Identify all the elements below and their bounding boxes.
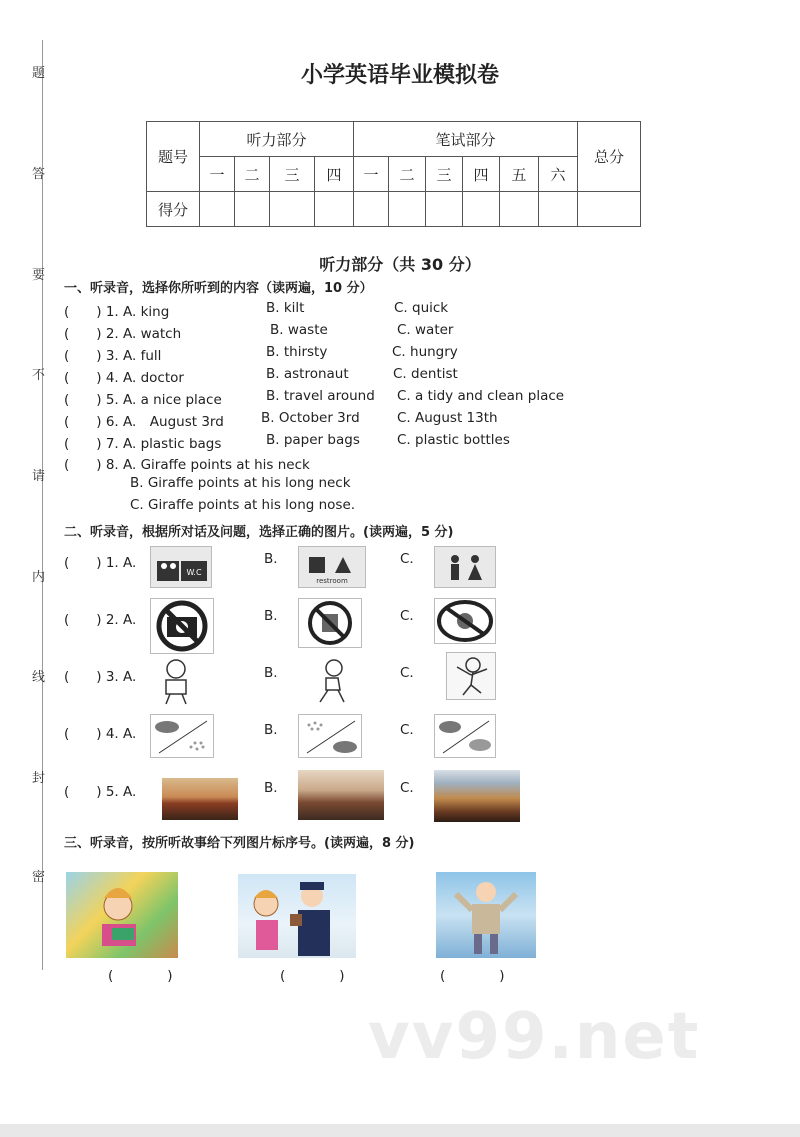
option-b-label: B. xyxy=(264,551,278,567)
answer-blank-3[interactable]: ( ) xyxy=(440,968,505,984)
question-8: ( ) 8. A. Giraffe points at his neck xyxy=(64,457,310,473)
no-food-icon xyxy=(435,599,495,643)
boy-standing-picture xyxy=(150,656,202,706)
option-b-label: B. xyxy=(264,780,278,796)
score-cell[interactable] xyxy=(389,192,426,227)
col-header: 一 xyxy=(200,157,235,192)
score-table xyxy=(146,121,641,227)
margin-char: 答 xyxy=(32,167,46,182)
picture-question-5: ( ) 5. A. xyxy=(64,784,137,800)
boy-running-icon xyxy=(312,658,350,706)
boy-standing-icon xyxy=(150,656,202,706)
score-cell[interactable] xyxy=(235,192,270,227)
no-camera-picture xyxy=(150,598,214,654)
question-5: ( ) 5. A. a nice place xyxy=(64,392,222,408)
restroom-sign-picture xyxy=(298,546,366,588)
score-cell[interactable] xyxy=(578,192,641,227)
option-b: B. paper bags xyxy=(266,432,360,448)
margin-char: 请 xyxy=(32,469,46,484)
question-4: ( ) 4. A. doctor xyxy=(64,370,184,386)
option-c-label: C. xyxy=(400,722,414,738)
no-litter-icon xyxy=(299,599,361,647)
question-3: ( ) 3. A. full xyxy=(64,348,162,364)
boy-running-picture xyxy=(312,658,350,706)
option-b: B. astronaut xyxy=(266,366,349,382)
writing-header: 笔试部分 xyxy=(354,122,578,157)
score-cell[interactable] xyxy=(463,192,500,227)
row-header-number: 题号 xyxy=(147,122,200,192)
girl-reading-picture xyxy=(66,872,178,958)
option-c: C. August 13th xyxy=(397,410,498,426)
picture-question-1: ( ) 1. A. xyxy=(64,555,137,571)
option-c-label: C. xyxy=(400,551,414,567)
restroom-label: restroom xyxy=(316,577,348,585)
question-7: ( ) 7. A. plastic bags xyxy=(64,436,222,452)
score-cell[interactable] xyxy=(354,192,389,227)
score-cell[interactable] xyxy=(426,192,463,227)
watermark: vv99.net xyxy=(368,1000,701,1074)
bottom-bar xyxy=(0,1124,800,1137)
toilet-sign-icon xyxy=(151,547,211,587)
part3-heading: 三、听录音，按所听故事给下列图片标序号。(读两遍，8 分) xyxy=(64,836,415,851)
margin-char: 题 xyxy=(32,66,46,81)
option-b-label: B. xyxy=(264,608,278,624)
margin-char: 封 xyxy=(32,771,46,786)
option-b: B. waste xyxy=(270,322,328,338)
col-header: 二 xyxy=(389,157,426,192)
girl-policeman-icon xyxy=(238,874,356,958)
sun-rain-picture-b xyxy=(298,714,362,758)
section-title: 听力部分（共 30 分） xyxy=(319,255,481,274)
score-cell[interactable] xyxy=(315,192,354,227)
uluru-photo xyxy=(162,778,238,820)
row-header-score: 得分 xyxy=(147,192,200,227)
sun-rain-picture-a xyxy=(150,714,214,758)
total-header: 总分 xyxy=(578,122,641,192)
wc-label: W.C xyxy=(186,568,202,577)
people-sign-icon xyxy=(435,547,495,587)
col-header: 四 xyxy=(315,157,354,192)
toilet-sign-picture xyxy=(150,546,212,588)
people-sign-picture xyxy=(434,546,496,588)
part1-heading: 一、听录音，选择你所听到的内容（读两遍，10 分） xyxy=(64,281,373,296)
option-c-label: C. xyxy=(400,665,414,681)
option-c-label: C. xyxy=(400,608,414,624)
score-cell[interactable] xyxy=(539,192,578,227)
man-shocked-icon xyxy=(436,872,536,958)
question-1: ( ) 1. A. king xyxy=(64,304,170,320)
margin-char: 密 xyxy=(32,870,46,885)
weather-icon xyxy=(299,715,361,757)
picture-question-3: ( ) 3. A. xyxy=(64,669,137,685)
girl-reading-icon xyxy=(66,872,178,958)
no-litter-picture xyxy=(298,598,362,648)
margin-char: 要 xyxy=(32,268,46,283)
option-c: C. a tidy and clean place xyxy=(397,388,565,404)
col-header: 三 xyxy=(270,157,315,192)
option-b: B. kilt xyxy=(266,300,305,316)
option-b: B. October 3rd xyxy=(261,410,360,426)
option-b: B. Giraffe points at his long neck xyxy=(130,475,351,491)
question-2: ( ) 2. A. watch xyxy=(64,326,182,342)
palace-photo xyxy=(298,770,384,820)
part2-heading: 二、听录音，根据所对话及问题，选择正确的图片。(读两遍，5 分) xyxy=(64,525,454,540)
sun-rain-picture-c xyxy=(434,714,496,758)
man-shocked-picture xyxy=(436,872,536,958)
option-b: B. travel around xyxy=(266,388,375,404)
picture-question-4: ( ) 4. A. xyxy=(64,726,137,742)
option-c: C. hungry xyxy=(392,344,458,360)
canyon-photo xyxy=(434,770,520,822)
no-camera-icon xyxy=(151,599,213,653)
restroom-sign-icon xyxy=(299,547,365,587)
picture-question-2: ( ) 2. A. xyxy=(64,612,137,628)
boy-jumping-icon xyxy=(447,653,495,699)
col-header: 三 xyxy=(426,157,463,192)
option-c-label: C. xyxy=(400,780,414,796)
option-c: C. Giraffe points at his long nose. xyxy=(130,497,356,513)
score-cell[interactable] xyxy=(500,192,539,227)
boy-jumping-picture xyxy=(446,652,496,700)
col-header: 五 xyxy=(500,157,539,192)
score-cell[interactable] xyxy=(270,192,315,227)
weather-icon xyxy=(151,715,213,757)
option-b-label: B. xyxy=(264,665,278,681)
listening-header: 听力部分 xyxy=(200,122,354,157)
girl-policeman-picture xyxy=(238,874,356,958)
option-c: C. quick xyxy=(394,300,449,316)
col-header: 六 xyxy=(539,157,578,192)
col-header: 四 xyxy=(463,157,500,192)
col-header: 二 xyxy=(235,157,270,192)
weather-icon xyxy=(435,715,495,757)
score-cell[interactable] xyxy=(200,192,235,227)
option-c: C. water xyxy=(397,322,454,338)
no-food-picture xyxy=(434,598,496,644)
col-header: 一 xyxy=(354,157,389,192)
option-c: C. dentist xyxy=(393,366,458,382)
answer-blank-2[interactable]: ( ) xyxy=(280,968,345,984)
margin-char: 内 xyxy=(32,570,46,585)
option-b-label: B. xyxy=(264,722,278,738)
answer-blank-1[interactable]: ( ) xyxy=(108,968,173,984)
margin-char: 不 xyxy=(32,368,46,383)
question-6: ( ) 6. A. August 3rd xyxy=(64,414,224,430)
option-c: C. plastic bottles xyxy=(397,432,510,448)
option-b: B. thirsty xyxy=(266,344,328,360)
margin-char: 线 xyxy=(32,670,46,685)
page-title: 小学英语毕业模拟卷 xyxy=(300,63,499,88)
